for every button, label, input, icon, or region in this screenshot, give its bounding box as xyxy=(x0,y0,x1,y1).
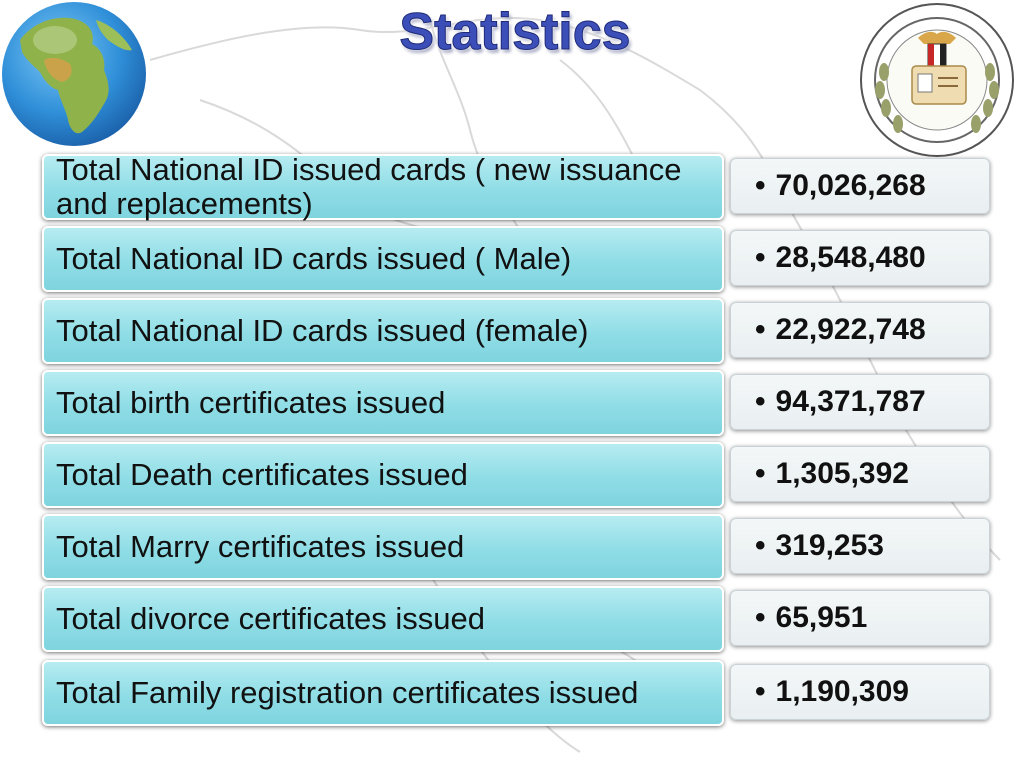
stat-value: 22,922,748 xyxy=(775,313,926,346)
stat-row xyxy=(42,442,992,508)
stat-label-box xyxy=(42,442,724,508)
stat-value: 1,190,309 xyxy=(775,675,909,708)
stat-row xyxy=(42,514,992,580)
stat-label-box xyxy=(42,586,724,652)
stat-value-box xyxy=(730,374,990,430)
stat-label-box xyxy=(42,370,724,436)
stat-label-box xyxy=(42,660,724,726)
stat-value-box xyxy=(730,664,990,720)
stat-label: Total Death certificates issued xyxy=(56,457,468,492)
stat-row xyxy=(42,370,992,436)
bullet-icon: • xyxy=(755,457,766,490)
stat-value: 65,951 xyxy=(775,601,868,634)
stat-value-box xyxy=(730,158,990,214)
stat-label: Total National ID cards issued (female) xyxy=(56,313,589,348)
stat-row xyxy=(42,298,992,364)
stat-value-box xyxy=(730,518,990,574)
stat-label: Total Marry certificates issued xyxy=(56,529,465,564)
stat-value: 28,548,480 xyxy=(775,241,926,274)
bullet-icon: • xyxy=(755,241,766,274)
bullet-icon: • xyxy=(755,601,766,634)
stat-value: 319,253 xyxy=(775,529,884,562)
stat-row xyxy=(42,154,992,220)
bullet-icon: • xyxy=(755,385,766,418)
stat-label: Total divorce certificates issued xyxy=(56,601,486,636)
stat-value: 70,026,268 xyxy=(775,169,926,202)
bullet-icon: • xyxy=(755,313,766,346)
stat-label-box xyxy=(42,298,724,364)
stat-label-box xyxy=(42,514,724,580)
stat-label-box xyxy=(42,154,724,220)
stat-value-box xyxy=(730,230,990,286)
bullet-icon: • xyxy=(755,529,766,562)
bullet-icon: • xyxy=(755,169,766,202)
stat-label: Total birth certificates issued xyxy=(56,385,446,420)
stat-label: Total National ID issued cards ( new issuance and replacements) xyxy=(56,152,682,221)
stat-row xyxy=(42,586,992,652)
stat-label: Total Family registration certificates issued xyxy=(56,675,639,710)
stat-label-box xyxy=(42,226,724,292)
bullet-icon: • xyxy=(755,675,766,708)
stat-value: 1,305,392 xyxy=(775,457,909,490)
stat-label: Total National ID cards issued ( Male) xyxy=(56,241,572,276)
page-title: Statistics xyxy=(399,3,631,61)
globe-icon xyxy=(0,0,152,152)
stat-value: 94,371,787 xyxy=(775,385,926,418)
civil-status-seal xyxy=(858,2,1016,158)
stat-value-box xyxy=(730,446,990,502)
stat-value-box xyxy=(730,302,990,358)
stat-row xyxy=(42,226,992,292)
stat-value-box xyxy=(730,590,990,646)
stat-row xyxy=(42,660,992,726)
